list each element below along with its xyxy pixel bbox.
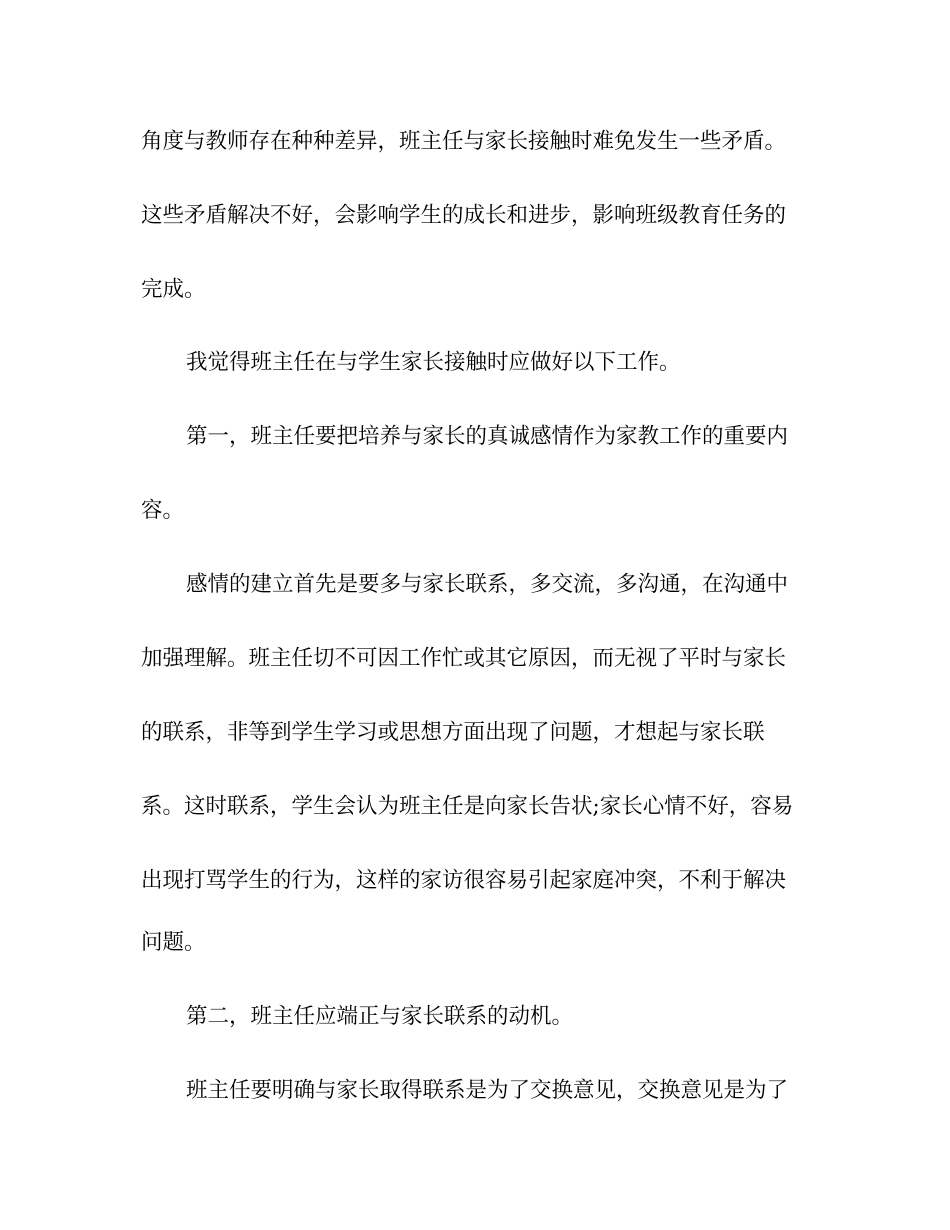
paragraph-first-line: 第一，班主任要把培养与家长的真诚感情作为家教工作的重要内 bbox=[186, 424, 789, 449]
text-line: 加强理解。班主任切不可因工作忙或其它原因，而无视了平时与家长 bbox=[141, 646, 787, 671]
text-line: 出现打骂学生的行为，这样的家访很容易引起家庭冲突，不利于解决 bbox=[141, 868, 787, 893]
text-line: 容。 bbox=[141, 498, 185, 523]
text-line: 的联系，非等到学生学习或思想方面出现了问题，才想起与家长联 bbox=[141, 720, 765, 745]
text-line: 这些矛盾解决不好，会影响学生的成长和进步，影响班级教育任务的 bbox=[141, 203, 787, 228]
text-line: 完成。 bbox=[141, 277, 206, 302]
text-line: 角度与教师存在种种差异，班主任与家长接触时难免发生一些矛盾。 bbox=[141, 129, 787, 154]
text-line: 问题。 bbox=[141, 930, 206, 955]
paragraph-first-line: 我觉得班主任在与学生家长接触时应做好以下工作。 bbox=[186, 350, 681, 375]
text-line: 系。这时联系，学生会认为班主任是向家长告状;家长心情不好，容易 bbox=[141, 794, 794, 819]
paragraph-first-line: 班主任要明确与家长取得联系是为了交换意见，交换意见是为了 bbox=[186, 1078, 789, 1103]
paragraph-first-line: 感情的建立首先是要多与家长联系，多交流，多沟通，在沟通中 bbox=[186, 572, 789, 597]
paragraph-first-line: 第二，班主任应端正与家长联系的动机。 bbox=[186, 1004, 574, 1029]
